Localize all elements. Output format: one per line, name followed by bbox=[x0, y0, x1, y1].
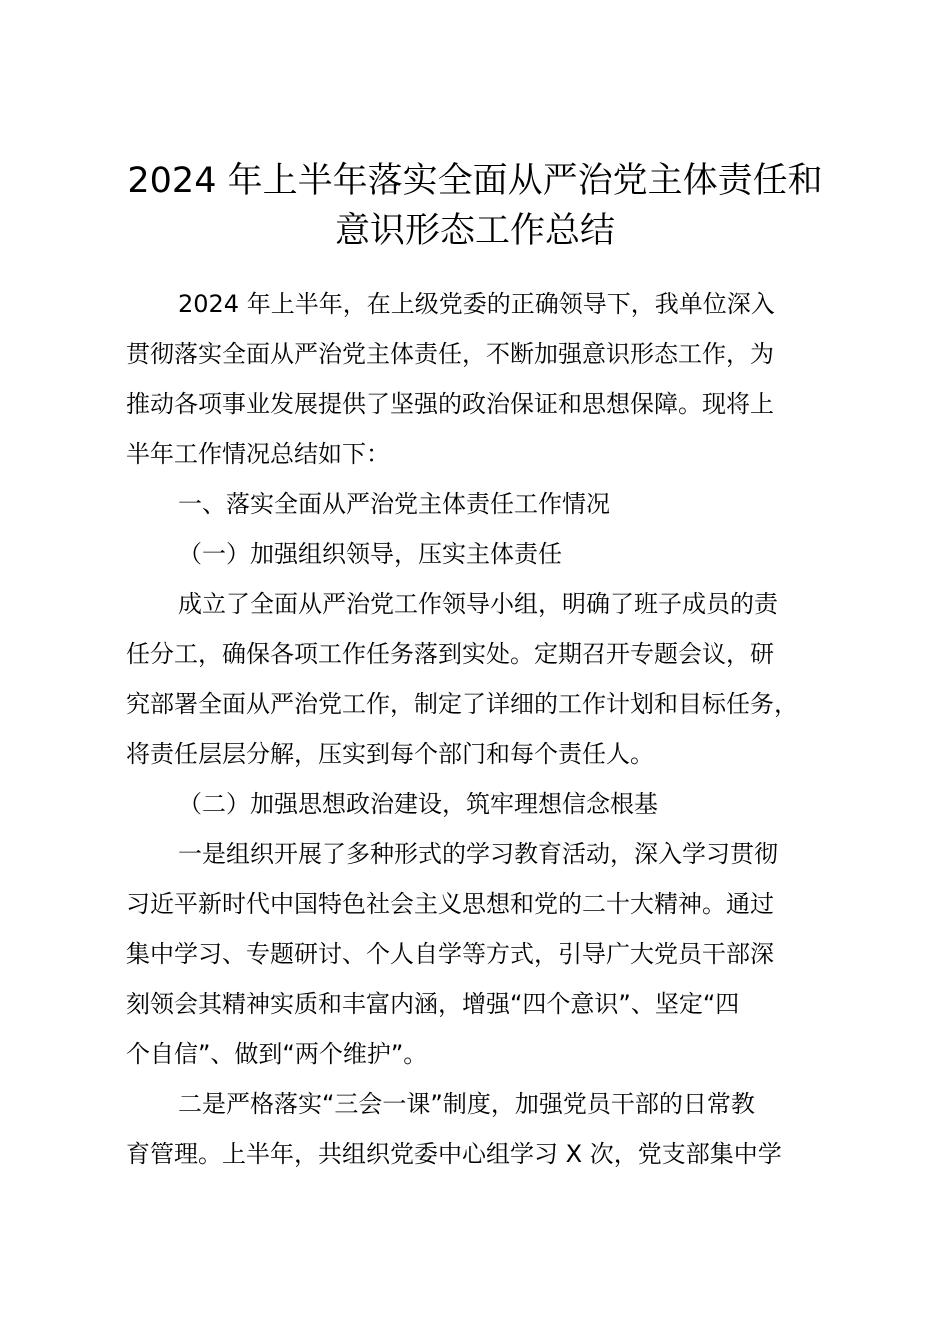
paragraph-line: 刻领会其精神实质和丰富内涵，增强“四个意识”、坚定“四 bbox=[126, 990, 740, 1018]
paragraph-line: 贯彻落实全面从严治党主体责任，不断加强意识形态工作，为 bbox=[126, 340, 774, 368]
section-heading: 一、落实全面从严治党主体责任工作情况 bbox=[178, 490, 610, 518]
paragraph-line: 集中学习、专题研讨、个人自学等方式，引导广大党员干部深 bbox=[126, 940, 774, 968]
paragraph-line: 2024 年上半年，在上级党委的正确领导下，我单位深入 bbox=[178, 290, 775, 318]
paragraph-line: 成立了全面从严治党工作领导小组，明确了班子成员的责 bbox=[178, 590, 778, 618]
paragraph-line: 将责任层层分解，压实到每个部门和每个责任人。 bbox=[126, 740, 654, 768]
document-title-line-2: 意识形态工作总结 bbox=[334, 211, 615, 251]
paragraph-line: 育管理。上半年，共组织党委中心组学习 X 次，党支部集中学 bbox=[126, 1140, 782, 1168]
paragraph-line: 任分工，确保各项工作任务落到实处。定期召开专题会议，研 bbox=[126, 640, 774, 668]
subsection-heading: （二）加强思想政治建设，筑牢理想信念根基 bbox=[178, 790, 658, 818]
paragraph-line: 二是严格落实“三会一课”制度，加强党员干部的日常教 bbox=[178, 1090, 755, 1118]
document-title-line-1: 2024 年上半年落实全面从严治党主体责任和 bbox=[127, 161, 823, 201]
paragraph-line: 究部署全面从严治党工作，制定了详细的工作计划和目标任务， bbox=[126, 690, 798, 718]
paragraph-line: 一是组织开展了多种形式的学习教育活动，深入学习贯彻 bbox=[178, 840, 778, 868]
paragraph-line: 半年工作情况总结如下： bbox=[126, 440, 390, 468]
paragraph-line: 个自信”、做到“两个维护”。 bbox=[126, 1040, 428, 1068]
paragraph-line: 推动各项事业发展提供了坚强的政治保证和思想保障。现将上 bbox=[126, 390, 774, 418]
subsection-heading: （一）加强组织领导，压实主体责任 bbox=[178, 540, 562, 568]
paragraph-line: 习近平新时代中国特色社会主义思想和党的二十大精神。通过 bbox=[126, 890, 774, 918]
